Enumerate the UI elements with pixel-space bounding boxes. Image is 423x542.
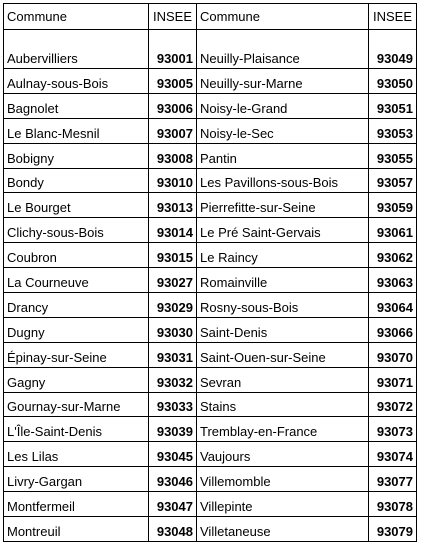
commune-right: Noisy-le-Sec xyxy=(197,118,369,143)
commune-right: Villetaneuse xyxy=(197,517,369,542)
insee-code-right: 93072 xyxy=(369,392,417,417)
commune-right: Le Pré Saint-Gervais xyxy=(197,218,369,243)
commune-left: Gournay-sur-Marne xyxy=(4,392,149,417)
commune-left: La Courneuve xyxy=(4,268,149,293)
insee-code-left: 93015 xyxy=(149,243,197,268)
table-row xyxy=(4,342,417,367)
commune-left: Montfermeil xyxy=(4,492,149,517)
header-insee-left: INSEE xyxy=(149,4,197,30)
insee-code-left: 93007 xyxy=(149,118,197,143)
insee-code-left: 93013 xyxy=(149,193,197,218)
table-row xyxy=(4,30,417,69)
table-row xyxy=(4,517,417,542)
table-row xyxy=(4,293,417,318)
table-row xyxy=(4,143,417,168)
insee-code-left: 93005 xyxy=(149,69,197,94)
insee-code-left: 93045 xyxy=(149,442,197,467)
table-row xyxy=(4,118,417,143)
insee-code-left: 93048 xyxy=(149,517,197,542)
table-row xyxy=(4,69,417,94)
header-commune-left: Commune xyxy=(4,4,149,30)
commune-left: Clichy-sous-Bois xyxy=(4,218,149,243)
insee-code-left: 93031 xyxy=(149,342,197,367)
commune-left: Coubron xyxy=(4,243,149,268)
table-row xyxy=(4,367,417,392)
table-row xyxy=(4,392,417,417)
insee-code-right: 93070 xyxy=(369,342,417,367)
insee-code-right: 93051 xyxy=(369,93,417,118)
insee-code-right: 93073 xyxy=(369,417,417,442)
commune-right: Noisy-le-Grand xyxy=(197,93,369,118)
insee-code-right: 93059 xyxy=(369,193,417,218)
header-commune-right: Commune xyxy=(197,4,369,30)
commune-table-container xyxy=(3,3,417,542)
commune-left: Aubervilliers xyxy=(4,30,149,69)
commune-insee-table xyxy=(3,3,417,542)
insee-code-right: 93064 xyxy=(369,293,417,318)
commune-right: Villepinte xyxy=(197,492,369,517)
table-row xyxy=(4,168,417,193)
table-row xyxy=(4,93,417,118)
commune-left: Bondy xyxy=(4,168,149,193)
table-row xyxy=(4,492,417,517)
header-insee-right: INSEE xyxy=(369,4,417,30)
insee-code-right: 93061 xyxy=(369,218,417,243)
table-row xyxy=(4,467,417,492)
commune-left: Montreuil xyxy=(4,517,149,542)
commune-right: Le Raincy xyxy=(197,243,369,268)
insee-code-left: 93006 xyxy=(149,93,197,118)
commune-right: Vaujours xyxy=(197,442,369,467)
commune-right: Neuilly-sur-Marne xyxy=(197,69,369,94)
insee-code-left: 93001 xyxy=(149,30,197,69)
table-header-row xyxy=(4,4,417,30)
insee-code-left: 93027 xyxy=(149,268,197,293)
commune-right: Rosny-sous-Bois xyxy=(197,293,369,318)
insee-code-left: 93033 xyxy=(149,392,197,417)
table-row xyxy=(4,243,417,268)
commune-right: Romainville xyxy=(197,268,369,293)
table-row xyxy=(4,193,417,218)
table-row xyxy=(4,268,417,293)
table-row xyxy=(4,218,417,243)
insee-code-left: 93030 xyxy=(149,317,197,342)
insee-code-left: 93047 xyxy=(149,492,197,517)
insee-code-left: 93039 xyxy=(149,417,197,442)
commune-right: Pantin xyxy=(197,143,369,168)
table-row xyxy=(4,317,417,342)
commune-right: Pierrefitte-sur-Seine xyxy=(197,193,369,218)
table-row xyxy=(4,417,417,442)
commune-left: L'Île-Saint-Denis xyxy=(4,417,149,442)
insee-code-right: 93078 xyxy=(369,492,417,517)
commune-right: Saint-Ouen-sur-Seine xyxy=(197,342,369,367)
insee-code-right: 93066 xyxy=(369,317,417,342)
insee-code-left: 93008 xyxy=(149,143,197,168)
commune-right: Saint-Denis xyxy=(197,317,369,342)
insee-code-left: 93032 xyxy=(149,367,197,392)
commune-left: Les Lilas xyxy=(4,442,149,467)
insee-code-right: 93077 xyxy=(369,467,417,492)
commune-left: Livry-Gargan xyxy=(4,467,149,492)
commune-right: Villemomble xyxy=(197,467,369,492)
commune-left: Bobigny xyxy=(4,143,149,168)
commune-left: Le Bourget xyxy=(4,193,149,218)
insee-code-right: 93049 xyxy=(369,30,417,69)
insee-code-left: 93010 xyxy=(149,168,197,193)
commune-right: Tremblay-en-France xyxy=(197,417,369,442)
commune-right: Les Pavillons-sous-Bois xyxy=(197,168,369,193)
commune-left: Épinay-sur-Seine xyxy=(4,342,149,367)
commune-right: Sevran xyxy=(197,367,369,392)
insee-code-right: 93055 xyxy=(369,143,417,168)
commune-right: Stains xyxy=(197,392,369,417)
insee-code-left: 93029 xyxy=(149,293,197,318)
commune-left: Aulnay-sous-Bois xyxy=(4,69,149,94)
insee-code-right: 93074 xyxy=(369,442,417,467)
commune-left: Drancy xyxy=(4,293,149,318)
insee-code-right: 93062 xyxy=(369,243,417,268)
insee-code-right: 93079 xyxy=(369,517,417,542)
insee-code-left: 93014 xyxy=(149,218,197,243)
insee-code-right: 93050 xyxy=(369,69,417,94)
commune-left: Le Blanc-Mesnil xyxy=(4,118,149,143)
commune-left: Gagny xyxy=(4,367,149,392)
table-row xyxy=(4,442,417,467)
insee-code-left: 93046 xyxy=(149,467,197,492)
insee-code-right: 93057 xyxy=(369,168,417,193)
commune-left: Bagnolet xyxy=(4,93,149,118)
insee-code-right: 93071 xyxy=(369,367,417,392)
insee-code-right: 93063 xyxy=(369,268,417,293)
insee-code-right: 93053 xyxy=(369,118,417,143)
commune-right: Neuilly-Plaisance xyxy=(197,30,369,69)
commune-left: Dugny xyxy=(4,317,149,342)
